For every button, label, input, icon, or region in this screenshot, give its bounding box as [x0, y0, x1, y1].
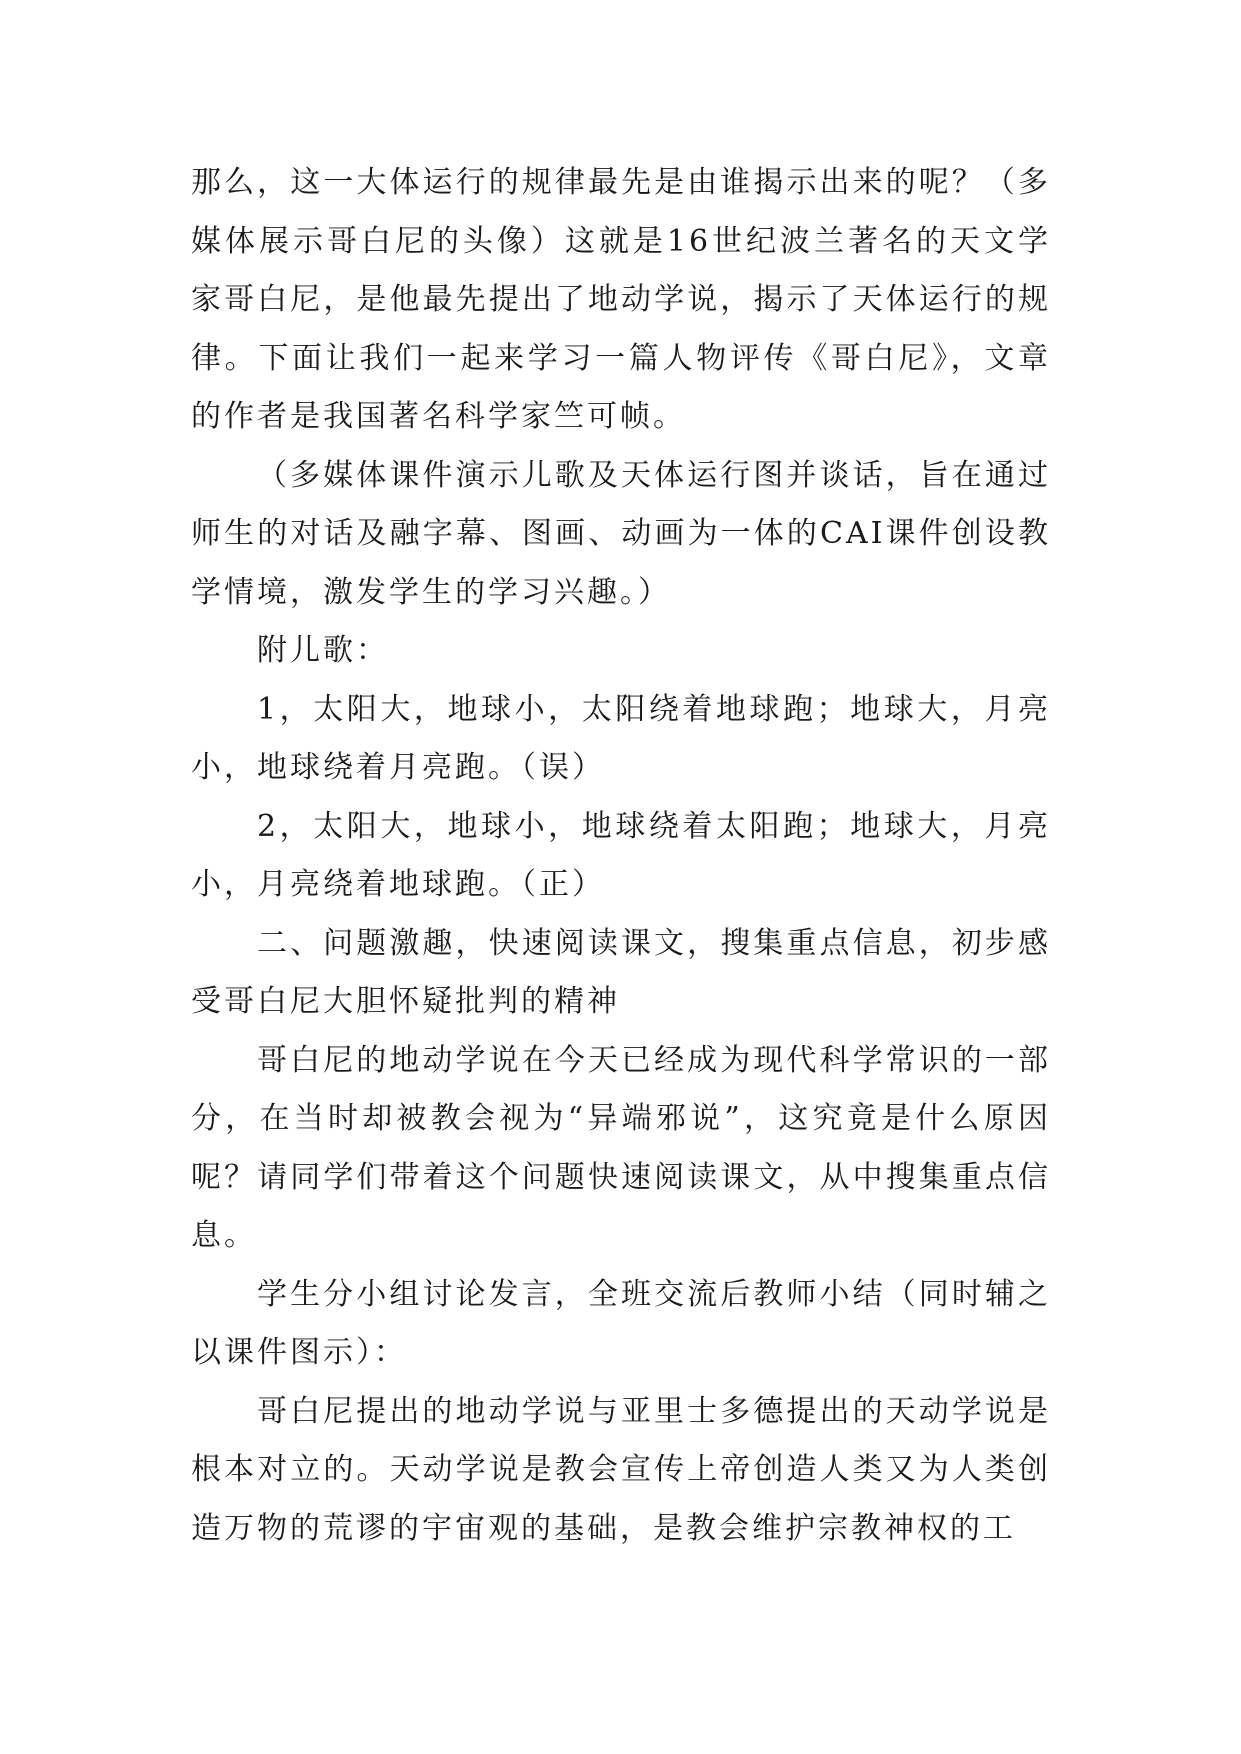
paragraph-discussion: 学生分小组讨论发言，全班交流后教师小结（同时辅之以课件图示）： — [191, 1276, 1051, 1370]
paragraph-section-heading: 二、问题激趣，快速阅读课文，搜集重点信息，初步感受哥白尼大胆怀疑批判的精神 — [191, 925, 1051, 1019]
paragraph-multimedia-note: （多媒体课件演示儿歌及天体运行图并谈话，旨在通过师生的对话及融字幕、图画、动画为一体的CAI课件创设教学情境，激发学生的学习兴趣。） — [191, 457, 1051, 610]
paragraph-rhyme-heading: 附儿歌： — [257, 633, 389, 668]
document-body — [191, 154, 1051, 1558]
paragraph-rhyme-2: 2，太阳大，地球小，地球绕着太阳跑；地球大，月亮小，月亮绕着地球跑。（正） — [191, 808, 1051, 902]
paragraph-summary: 哥白尼提出的地动学说与亚里士多德提出的天动学说是根本对立的。天动学说是教会宣传上帝创造人类又为人类创造万物的荒谬的宇宙观的基础，是教会维护宗教神权的工 — [191, 1393, 1051, 1546]
paragraph-rhyme-1: 1，太阳大，地球小，太阳绕着地球跑；地球大，月亮小，地球绕着月亮跑。（误） — [191, 691, 1051, 785]
paragraph-intro: 那么，这一大体运行的规律最先是由谁揭示出来的呢？（多媒体展示哥白尼的头像）这就是16世纪波兰著名的天文学家哥白尼，是他最先提出了地动学说，揭示了天体运行的规律。下面让我们一起来学习一篇人物评传《哥白尼》，文章的作者是我国著名科学家竺可帧。 — [191, 165, 1051, 434]
paragraph-question: 哥白尼的地动学说在今天已经成为现代科学常识的一部分，在当时却被教会视为“异端邪说”，这究竟是什么原因呢？请同学们带着这个问题快速阅读课文，从中搜集重点信息。 — [191, 1042, 1051, 1253]
